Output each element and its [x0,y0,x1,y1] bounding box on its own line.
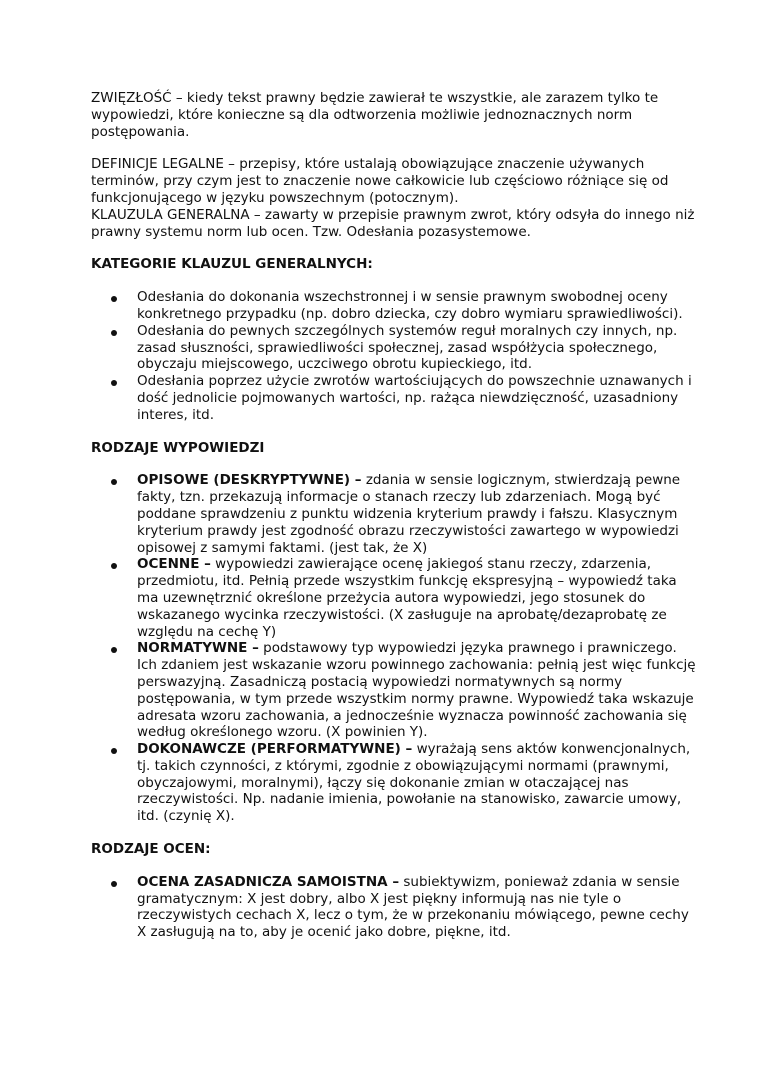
list-item-term: OCENA ZASADNICZA SAMOISTNA – [137,873,400,890]
paragraph-zwiezlosc: ZWIĘZŁOŚĆ – kiedy tekst prawny będzie zawierał te wszystkie, ale zarazem tylko te wypowiedzi, które konieczne są dla odtworzenia możliwie jednoznacznych norm postępowania. [91,90,659,140]
bullet-icon [111,748,117,754]
bullet-icon [111,881,117,887]
list-rodzaje-wypowiedzi [91,472,700,825]
list-item-term: OCENNE – [137,556,211,573]
list-item-term: NORMATYWNE – [137,640,259,657]
list-kategorie-klauzul [91,289,700,423]
list-rodzaje-ocen [91,874,700,941]
list-item [91,556,700,640]
list-item [91,874,700,941]
list-item-text: Odesłania do dokonania wszechstronnej i w sensie prawnym swobodnej oceny konkretnego przypadku (np. dobro dziecka, czy dobro wymiaru sprawiedliwości). [137,289,683,322]
bullet-icon [111,479,117,485]
bullet-icon [111,647,117,653]
bullet-icon [111,380,117,386]
list-item [91,640,700,741]
list-item-term: OPISOWE (DESKRYPTYWNE) – [137,472,362,489]
list-item [91,373,700,423]
list-item [91,323,700,373]
bullet-icon [111,563,117,569]
list-item-text: Odesłania poprzez użycie zwrotów wartościujących do powszechnie uznawanych i dość jednolicie pojmowanych wartości, np. rażąca niewdzięczność, uzasadniony interes, itd. [137,373,692,423]
paragraph-definicje-legalne: DEFINICJE LEGALNE – przepisy, które ustalają obowiązujące znaczenie używanych terminów, przy czym jest to znaczenie nowe całkowicie lub częściowo różniące się od funkcjonującego w języku powszechnym (potocznym). [91,156,669,206]
bullet-icon [111,296,117,302]
list-item-text: Odesłania do pewnych szczególnych systemów reguł moralnych czy innych, np. zasad słuszności, sprawiedliwości społecznej, zasad współżycia społecznego, obyczaju miejscowego, uczciwego obrotu kupieckiego, itd. [137,322,678,373]
heading-kategorie-klauzul: KATEGORIE KLAUZUL GENERALNYCH: [91,256,373,273]
list-item-text: subiektywizm, ponieważ zdania w sensie gramatycznym: X jest dobry, albo X jest piękny informują nas nie tyle o rzeczywistych cechach X, lecz o tym, że w przekonaniu mówiącego, pewne cechy X zasługują na to, aby je ocenić jako dobre, piękne, itd. [137,873,689,941]
list-item-text: wyrażają sens aktów konwencjonalnych, tj. takich czynności, z którymi, zgodnie z obowiązującymi normami (prawnymi, obyczajowymi, moralnymi), łączy się dokonanie zmian w otaczającej nas rzeczywistości. Np. nadanie imienia, powołanie na stanowisko, zawarcie umowy, itd. (czynię X). [137,741,691,825]
list-item [91,741,700,825]
heading-rodzaje-ocen: RODZAJE OCEN: [91,841,211,858]
spacer [91,140,700,156]
list-item [91,472,700,556]
paragraph-klauzula-generalna: KLAUZULA GENERALNA – zawarty w przepisie prawnym zwrot, który odsyła do innego niż prawny systemu norm lub ocen. Tzw. Odesłania pozasystemowe. [91,206,695,240]
bullet-icon [111,330,117,336]
list-item-text: podstawowy typ wypowiedzi języka prawnego i prawniczego. Ich zdaniem jest wskazanie wzoru powinnego zachowania: pełnią jest więc funkcję perswazyjną. Zasadniczą postacią wypowiedzi normatywnych są normy postępowania, w tym przede wszystkim normy prawne. Wypowiedź taka wskazuje adresata wzoru zachowania, a jednocześnie wyznacza powinność zachowania się według określonego wzoru. (X powinien Y). [137,640,696,741]
heading-rodzaje-wypowiedzi: RODZAJE WYPOWIEDZI [91,439,265,456]
list-item-term: DOKONAWCZE (PERFORMATYWNE) – [137,741,413,758]
list-item-text: wypowiedzi zawierające ocenę jakiegoś stanu rzeczy, zdarzenia, przedmiotu, itd. Pełnią przede wszystkim funkcję ekspresyjną – wypowiedź taka ma uzewnętrznić określone przeżycia autora wypowiedzi, jego stosunek do wskazanego wycinka rzeczywistości. (X zasługuje na aprobatę/dezaprobatę ze względu na cechę Y) [137,556,677,640]
list-item-text: zdania w sensie logicznym, stwierdzają pewne fakty, tzn. przekazują informacje o stanach rzeczy lub zdarzeniach. Mogą być poddane sprawdzeniu z punktu widzenia kryterium prawdy i fałszu. Klasycznym kryterium prawdy jest zgodność obrazu rzeczywistości zawartego w wypowiedzi opisowej z samymi faktami. (jest tak, że X) [137,472,681,556]
list-item [91,289,700,323]
